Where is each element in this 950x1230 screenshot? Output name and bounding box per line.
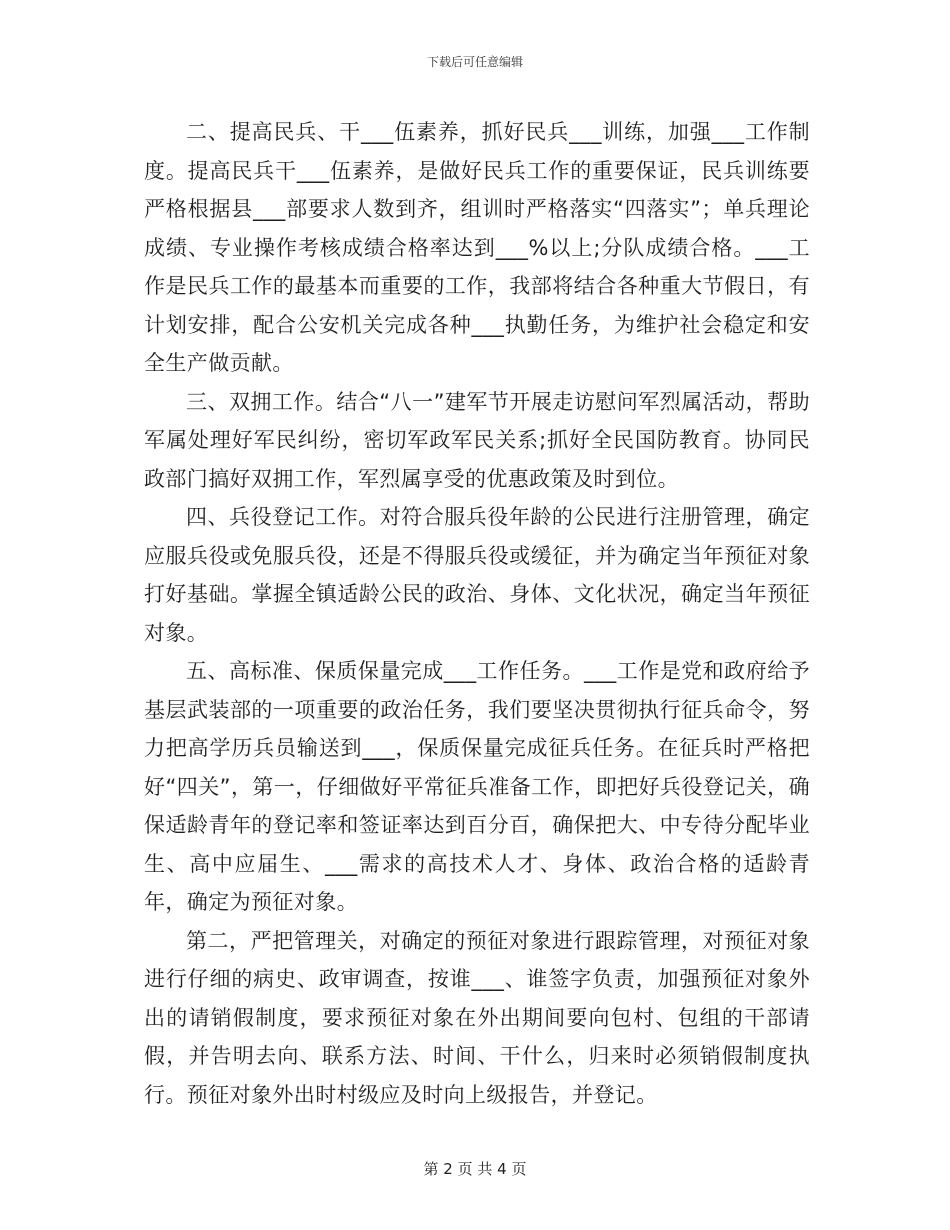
paragraph-military-registration: 四、兵役登记工作。对符合服兵役年龄的公民进行注册管理，确定应服兵役或免服兵役，还是不得服兵役或缓征，并为确定当年预征对象打好基础。掌握全镇适龄公民的政治、身体、文化状况，确定当年预征对象。 (144, 505, 810, 645)
paragraph-conscription-task: 五、高标准、保质保量完成___工作任务。___工作是党和政府给予基层武装部的一项重要的政治任务，我们要坚决贯彻执行征兵命令，努力把高学历兵员输送到___，保质保量完成征兵任务。在征兵时严格把好“四关”，第一，仔细做好平常征兵准备工作，即把好兵役登记关，确保适龄青年的登记率和签证率达到百分百，确保把大、中专待分配毕业生、高中应届生、___需求的高技术人才、身体、政治合格的适龄青年，确定为预征对象。 (144, 659, 810, 914)
document-body (144, 113, 810, 1114)
paragraph-dual-support: 三、双拥工作。结合“八一”建军节开展走访慰问军烈属活动，帮助军属处理好军民纠纷，密切军政军民关系;抓好全民国防教育。协同民政部门搞好双拥工作，军烈属享受的优惠政策及时到位。 (144, 389, 810, 491)
paragraph-militia-training: 二、提高民兵、干___伍素养，抓好民兵___训练，加强___工作制度。提高民兵干___伍素养，是做好民兵工作的重要保证，民兵训练要严格根据县___部要求人数到齐，组训时严格落实“四落实”；单兵理论成绩、专业操作考核成绩合格率达到___%以上;分队成绩合格。___工作是民兵工作的最基本而重要的工作，我部将结合各种重大节假日，有计划安排，配合公安机关完成各种___执勤任务，为维护社会稳定和安全生产做贡献。 (144, 120, 810, 375)
page-number: 第 2 页 共 4 页 (423, 1160, 527, 1178)
paragraph-management-check: 第二，严把管理关，对确定的预征对象进行跟踪管理，对预征对象进行仔细的病史、政审调查，按谁___、谁签字负责，加强预征对象外出的请销假制度，要求预征对象在外出期间要向包村、包组的干部请假，并告明去向、联系方法、时间、干什么，归来时必须销假制度执行。预征对象外出时村级应及时向上级报告，并登记。 (144, 928, 810, 1107)
page-header: 下载后可任意编辑 (426, 55, 523, 69)
